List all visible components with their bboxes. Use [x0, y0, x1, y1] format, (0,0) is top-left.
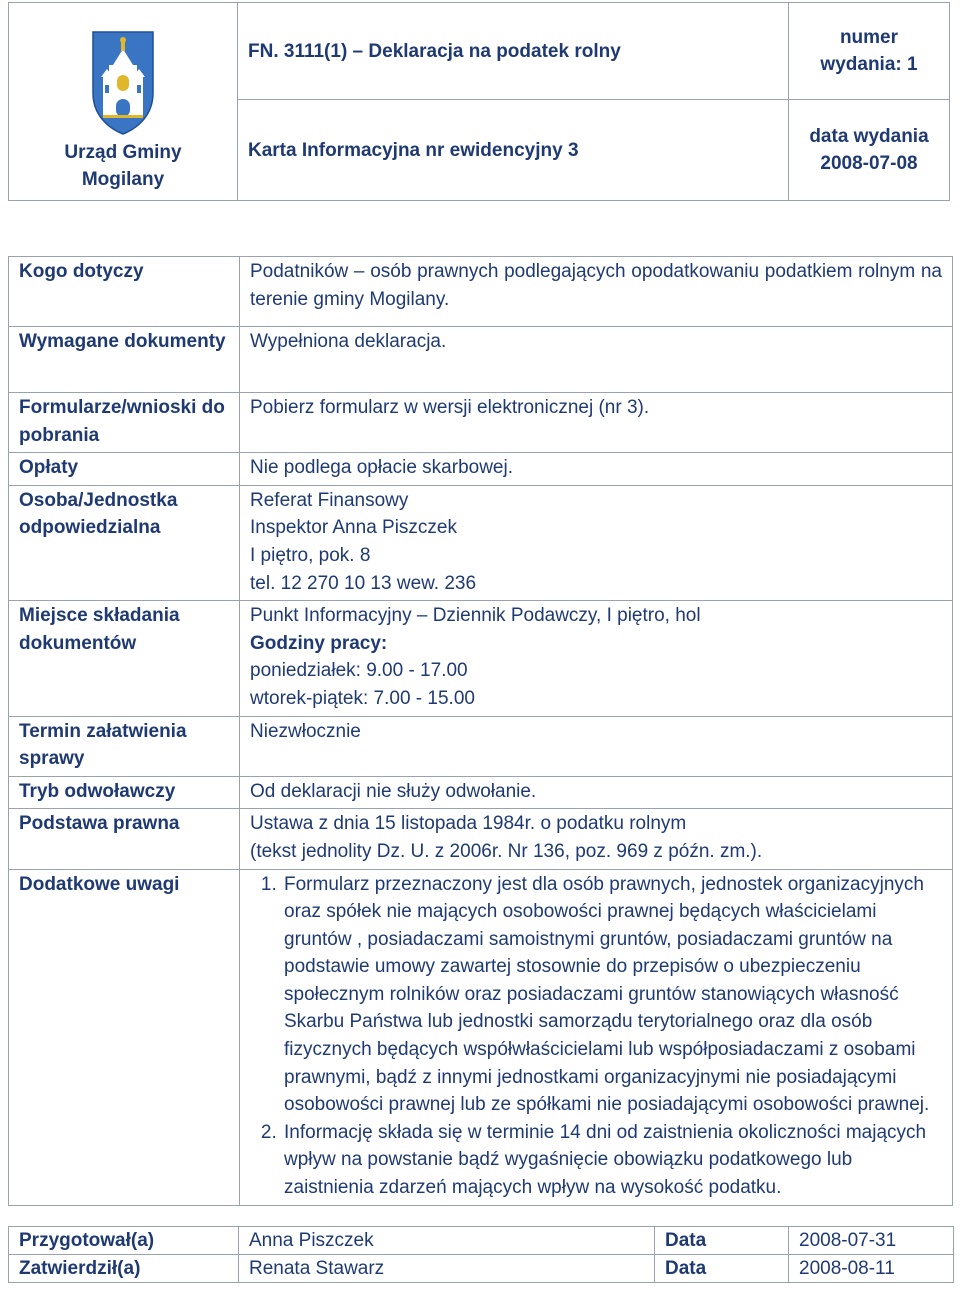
- office-cell: [9, 3, 238, 201]
- row-miejsce: Miejsce składania dokumentów Punkt Informacyjny – Dziennik Podawczy, I piętro, hol Godziny pracy: poniedziałek: 9.00 - 17.00 wtorek-piątek: 7.00 - 15.00: [9, 601, 953, 716]
- list-item: 1. Formularz przeznaczony jest dla osób prawnych, jednostek organizacyjnych oraz spółek nie mających osobowości prawnej będących właścicielami gruntów , posiadaczami samoistnymi gruntów, posiadaczami gruntów na podstawie umowy zawartej stosownie do przepisów o ubezpieczeniu społecznym rolników oraz posiadaczami gruntów stanowiących własność Skarbu Państwa lub jednostki samorządu terytorialnego oraz dla osób fizycznych będących współwłaścicielami lub współposiadaczami z osobami prawnymi, bądź z innymi jednostkami organizacyjnymi nie posiadającymi osobowości prawnej lub ze spółkami nie posiadającymi osobowości prawnej.: [282, 871, 942, 1119]
- notes-list: [250, 871, 942, 1202]
- municipal-coat-of-arms-icon: [92, 31, 154, 135]
- list-item: 2. Informację składa się w terminie 14 dni od zaistnienia okoliczności mających wpływ na powstanie bądź wygaśnięcie obowiązku podatkowego lub zaistnienia zdarzeń mających wpływ na wysokość podatku.: [282, 1119, 942, 1202]
- prepared-row: Przygotował(a) Anna Piszczek Data 2008-07-31: [9, 1227, 954, 1255]
- row-osoba: Osoba/Jednostka odpowiedzialna Referat Finansowy Inspektor Anna Piszczek I piętro, pok. 8 tel. 12 270 10 13 wew. 236: [9, 485, 953, 600]
- signature-table: [8, 1226, 954, 1283]
- approved-row: Zatwierdził(a) Renata Stawarz Data 2008-08-11: [9, 1255, 954, 1283]
- header-table: [8, 2, 950, 201]
- row-kogo: Kogo dotyczy Podatników – osób prawnych podlegających opodatkowaniu podatkiem rolnym na terenie gminy Mogilany.: [9, 257, 953, 327]
- download-form-link[interactable]: Pobierz formularz w wersji elektronicznej (nr 3).: [240, 393, 953, 453]
- row-formularze: Formularze/wnioski do pobrania Pobierz formularz w wersji elektronicznej (nr 3).: [9, 393, 953, 453]
- row-oplaty: Opłaty Nie podlega opłacie skarbowej.: [9, 453, 953, 486]
- card-title: Karta Informacyjna nr ewidencyjny 3: [238, 100, 789, 201]
- form-title: FN. 3111(1) – Deklaracja na podatek rolny: [238, 3, 789, 100]
- edition-number: numer wydania: 1: [789, 3, 950, 100]
- row-podstawa: Podstawa prawna Ustawa z dnia 15 listopada 1984r. o podatku rolnym (tekst jednolity Dz. U. z 2006r. Nr 136, poz. 969 z późn. zm.).: [9, 809, 953, 869]
- info-table: [8, 256, 953, 1206]
- office-name: Urząd Gminy Mogilany: [64, 142, 182, 190]
- row-wymagane: Wymagane dokumenty Wypełniona deklaracja.: [9, 327, 953, 393]
- row-uwagi: Dodatkowe uwagi 1. Formularz przeznaczony jest dla osób prawnych, jednostek organizacyjnych oraz spółek nie mających osobowości prawnej będących właścicielami gruntów , posiadaczami samoistnymi gruntów, posiadaczami gruntów na podstawie umowy zawartej stosownie do przepisów o ubezpieczeniu społecznym rolników oraz posiadaczami gruntów stanowiących własność Skarbu Państwa lub jednostki samorządu terytorialnego oraz dla osób fizycznych będących współwłaścicielami lub współposiadaczami z osobami prawnymi, bądź z innymi jednostkami organizacyjnymi nie posiadającymi osobowości prawnej lub ze spółkami nie posiadającymi osobowości prawnej. 2. Informację składa się w terminie 14 dni od zaistnienia okoliczności mających wpływ na powstanie bądź wygaśnięcie obowiązku podatkowego lub zaistnienia zdarzeń mających wpływ na wysokość podatku.: [9, 869, 953, 1205]
- row-termin: Termin załatwienia sprawy Niezwłocznie: [9, 716, 953, 776]
- row-tryb: Tryb odwoławczy Od deklaracji nie służy odwołanie.: [9, 776, 953, 809]
- edition-date: data wydania 2008-07-08: [789, 100, 950, 201]
